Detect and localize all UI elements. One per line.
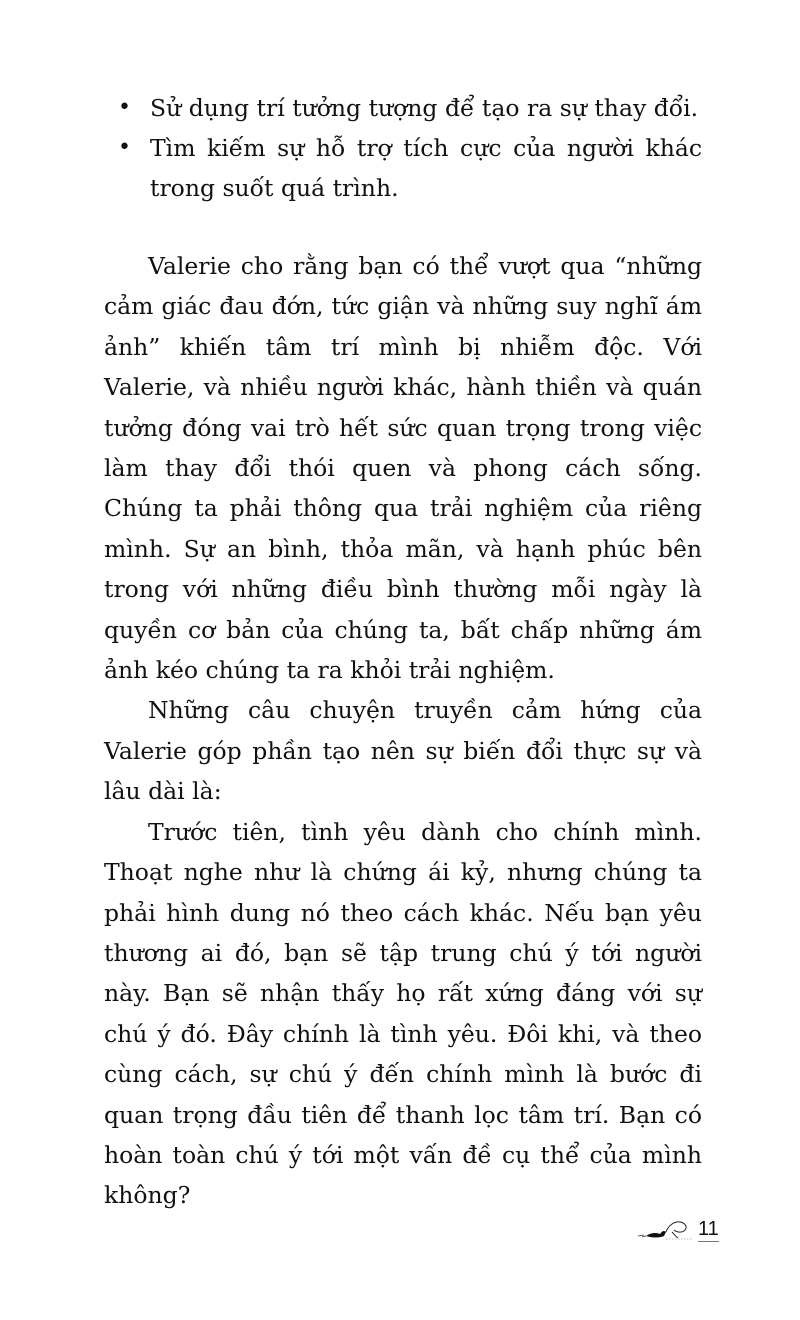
bullet-text: Sử dụng trí tưởng tượng để tạo ra sự thay đổi. <box>150 94 699 122</box>
section-spacer <box>104 208 702 246</box>
bullet-item <box>104 128 702 208</box>
page-footer <box>636 1218 719 1242</box>
flourish-ornament-icon <box>636 1218 694 1242</box>
bullet-text: Tìm kiếm sự hỗ trợ tích cực của người khác trong suốt quá trình. <box>150 134 702 202</box>
page-number: 11 <box>698 1218 719 1240</box>
paragraph: Valerie cho rằng bạn có thể vượt qua “những cảm giác đau đớn, tức giận và những suy nghĩ ám ảnh” khiến tâm trí mình bị nhiễm độc. Với Valerie, và nhiều người khác, hành thiền và quán tưởng đóng vai trò hết sức quan trọng trong việc làm thay đổi thói quen và phong cách sống. Chúng ta phải thông qua trải nghiệm của riêng mình. Sự an bình, thỏa mãn, và hạnh phúc bên trong với những điều bình thường mỗi ngày là quyền cơ bản của chúng ta, bất chấp những ám ảnh kéo chúng ta ra khỏi trải nghiệm. <box>104 252 702 685</box>
paragraph: Những câu chuyện truyền cảm hứng của Valerie góp phần tạo nên sự biến đổi thực sự và lâu dài là: <box>104 696 702 806</box>
bullet-icon: • <box>118 95 131 120</box>
paragraph: Trước tiên, tình yêu dành cho chính mình. Thoạt nghe như là chứng ái kỷ, nhưng chúng ta phải hình dung nó theo cách khác. Nếu bạn yêu thương ai đó, bạn sẽ tập trung chú ý tới người này. Bạn sẽ nhận thấy họ rất xứng đáng với sự chú ý đó. Đây chính là tình yêu. Đôi khi, và theo cùng cách, sự chú ý đến chính mình là bước đi quan trọng đầu tiên để thanh lọc tâm trí. Bạn có hoàn toàn chú ý tới một vấn đề cụ thể của mình không? <box>104 817 702 1210</box>
bullet-icon: • <box>118 135 131 160</box>
bullet-list <box>104 88 702 208</box>
book-page <box>104 88 702 1216</box>
bullet-item <box>104 88 702 128</box>
